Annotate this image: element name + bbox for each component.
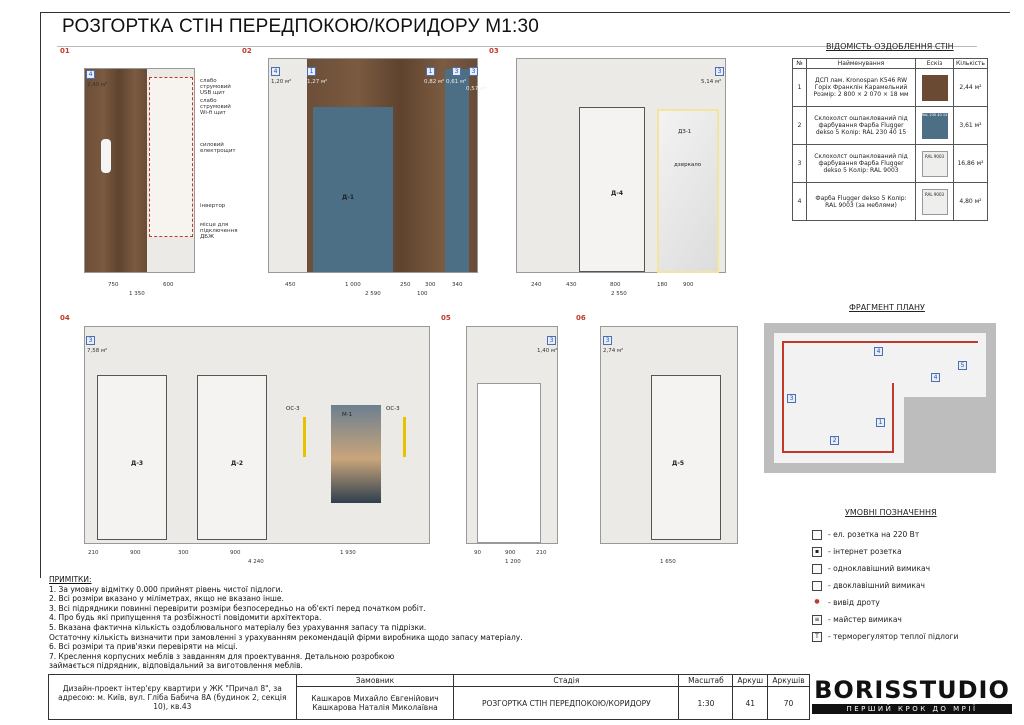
dim-1650: 1 650 (660, 559, 676, 565)
note-item: 1. За умовну відмітку 0.000 прийнят рівень чистої підлоги. (49, 584, 283, 594)
section-04-number: 04 (60, 314, 70, 322)
legend-text: - інтернет розетка (828, 547, 902, 556)
note-item: займається підрядник, відповідальний за виготовлення меблів. (49, 661, 303, 671)
stamp-h-customer: Замовник (296, 675, 454, 687)
plan-tag-1: 1 (876, 418, 885, 427)
section-06-number: 06 (576, 314, 586, 322)
table-row (793, 107, 988, 145)
legend-item (812, 526, 992, 543)
finish-tag: 3 (603, 336, 612, 345)
legend-text: - ел. розетка на 220 Вт (828, 530, 920, 539)
stamp-h-sheet: Аркуш (733, 675, 768, 687)
table-header (793, 59, 988, 69)
internet-socket-icon: ▪ (812, 547, 822, 557)
note-item: 2. Всі розміри вказано у міліметрах, якщо не вказано інше. (49, 594, 284, 604)
area-4: 0,61 м² (446, 79, 467, 85)
dim-210: 210 (536, 550, 547, 556)
door-d5-label: Д-5 (672, 460, 685, 467)
row-num: 3 (793, 145, 807, 183)
stamp-h-sheets: Аркушів (768, 675, 810, 687)
legend-item (812, 611, 992, 628)
area-label: 1,40 м² (537, 348, 558, 354)
row-num: 2 (793, 107, 807, 145)
dim-900b: 900 (230, 550, 241, 556)
col-qty: Кількість (953, 59, 987, 69)
row-num: 1 (793, 69, 807, 107)
wire-outlet-icon: ● (812, 598, 822, 608)
wood-panel (85, 69, 147, 272)
row-qty: 2,44 м² (953, 69, 987, 107)
dim-250: 250 (400, 282, 411, 288)
col-num: № (793, 59, 807, 69)
section-04-wall (84, 326, 430, 544)
frame-top (40, 12, 1010, 13)
finish-tag: 3 (547, 336, 556, 345)
section-05-number: 05 (441, 314, 451, 322)
finish-tag: 3 (86, 336, 95, 345)
stamp-stage: РОЗГОРТКА СТІН ПЕРЕДПОКОЮ/КОРИДОРУ (454, 687, 679, 720)
note-item: 3. Всі підрядники повинні перевірити розміри безпосередньо на об'єкті перед початком робіт. (49, 603, 426, 613)
opening (477, 383, 541, 543)
plan-fragment (764, 323, 996, 473)
dim-750: 750 (108, 282, 119, 288)
legend-item (812, 543, 992, 560)
row-swatch: RAL 230 40 15 (916, 107, 954, 145)
dim-240: 240 (531, 282, 542, 288)
finish-table-title: ВІДОМІСТЬ ОЗДОБЛЕННЯ СТІН (826, 42, 954, 51)
row-name: Склохолст ошпаклований під фарбування Фарба Flugger dekso 5 Колір: RAL 9003 (806, 145, 915, 183)
mark-mirror: дзеркало (674, 162, 702, 168)
section-06-wall (600, 326, 738, 544)
row-num: 4 (793, 183, 807, 221)
double-switch-icon (812, 581, 822, 591)
stamp-sheet: 41 (733, 687, 768, 720)
notes-block (49, 575, 589, 671)
note-item: Остаточну кількість визначити при замовленні з урахуванням рекомендацій фірми виробника щодо запасу матеріалу. (49, 632, 523, 642)
area-5: 0,57 м² (466, 86, 487, 92)
door-d2-label: Д-2 (231, 460, 244, 467)
brand-tagline: ПЕРШИЙ КРОК ДО МРІЇ (812, 704, 1012, 714)
finish-tag-1: 4 (271, 67, 280, 76)
page-title: РОЗГОРТКА СТІН ПЕРЕДПОКОЮ/КОРИДОРУ М1:30 (62, 16, 540, 37)
row-name: ДСП лам. Kronospan K546 RW Горіх Франклін Карамельний Розмір: 2 800 × 2 070 × 18 мм (806, 69, 915, 107)
plan-tag-3: 3 (787, 394, 796, 403)
coat-icon (101, 139, 111, 173)
section-01-wall (84, 68, 195, 273)
note-item: 7. Креслення корпусних меблів з завданням для проектування. Детальною розробкою (49, 651, 395, 661)
legend-text: - терморегулятор теплої підлоги (828, 632, 959, 641)
legend-item (812, 628, 992, 645)
area-label: 5,14 м² (701, 79, 722, 85)
cabinet-km (149, 77, 193, 237)
row-name: Фарба Flugger dekso 5 Колір: RAL 9003 (за меблями) (806, 183, 915, 221)
dim-340: 340 (452, 282, 463, 288)
area-3: 0,82 м² (424, 79, 445, 85)
legend-text: - вивід дроту (828, 598, 880, 607)
row-swatch: RAL 9003 (916, 145, 954, 183)
master-switch-icon: ≡ (812, 615, 822, 625)
stamp-scale: 1:30 (679, 687, 733, 720)
label-ups: місце для підключення ДБЖ (200, 222, 238, 240)
label-usb: слабо струмовий USB щит (200, 78, 231, 96)
section-02-number: 02 (242, 47, 252, 55)
dim-800: 800 (610, 282, 621, 288)
plan-route-top (782, 341, 978, 343)
table-row (793, 69, 988, 107)
area-label: 2,40 м² (87, 82, 108, 88)
mark-os3-right: ОС-3 (386, 406, 400, 412)
dim-900: 900 (505, 550, 516, 556)
door-d4-label: Д-4 (611, 190, 624, 197)
stamp-sheets: 70 (768, 687, 810, 720)
legend-item (812, 560, 992, 577)
plan-room-bottom (774, 397, 904, 463)
legend-item (812, 594, 992, 611)
dim-100: 100 (417, 291, 428, 297)
dim-2590: 2 590 (365, 291, 381, 297)
plan-tag-2: 2 (830, 436, 839, 445)
legend-item (812, 577, 992, 594)
legend-text: - двоклавішний вимикач (828, 581, 925, 590)
dim-600: 600 (163, 282, 174, 288)
area-1: 1,20 м² (271, 79, 292, 85)
section-05-wall (466, 326, 558, 544)
painting-m1 (331, 405, 381, 503)
area-2: 1,27 м² (307, 79, 328, 85)
plan-title: ФРАГМЕНТ ПЛАНУ (849, 303, 925, 312)
dim-180: 180 (657, 282, 668, 288)
frame-left (40, 12, 41, 578)
brand-name: BORISSTUDIO (814, 676, 1010, 704)
door-d2 (197, 375, 267, 540)
finish-tag-4: 3 (452, 67, 461, 76)
dim-300: 300 (425, 282, 436, 288)
row-qty: 16,86 м² (953, 145, 987, 183)
row-swatch (916, 69, 954, 107)
mark-os3-left: ОС-3 (286, 406, 300, 412)
door-d5 (651, 375, 721, 540)
dim-1350: 1 350 (129, 291, 145, 297)
area-label: 7,58 м² (87, 348, 108, 354)
door-d1-label: Д-1 (342, 194, 355, 201)
col-name: Найменування (806, 59, 915, 69)
finish-tag: 4 (86, 70, 95, 79)
stamp-project: Дизайн-проект інтер'єру квартири у ЖК "Причал 8", за адресою: м. Київ, вул. Гліба Бабича 8А (будинок 2, секція 10), кв.43 (49, 675, 297, 720)
notes-title: ПРИМІТКИ: (49, 575, 92, 584)
label-wifi: слабо струмовий Wi-fi щит (200, 98, 231, 116)
area-label: 2,74 м² (603, 348, 624, 354)
label-power: силовий електрощит (200, 142, 236, 154)
table-row (793, 145, 988, 183)
label-inverter: інвертор (200, 203, 226, 209)
dim-4240: 4 240 (248, 559, 264, 565)
plan-tag-4b: 4 (931, 373, 940, 382)
table-row (793, 183, 988, 221)
dim-1000: 1 000 (345, 282, 361, 288)
finish-tag-3: 1 (426, 67, 435, 76)
dim-210: 210 (88, 550, 99, 556)
dim-900a: 900 (130, 550, 141, 556)
note-item: 4. Про будь які припущення та розбіжності повідомити архітектора. (49, 613, 322, 623)
door-d1-blue (313, 107, 393, 272)
plan-tag-4: 4 (874, 347, 883, 356)
section-01-number: 01 (60, 47, 70, 55)
plan-route-left (782, 341, 784, 453)
finish-tag-2: 1 (307, 67, 316, 76)
door-d3 (97, 375, 167, 540)
stamp-customer: Кашкаров Михайло Євгенійович Кашкарова Наталія Миколаївна (296, 687, 454, 720)
stamp-h-scale: Масштаб (679, 675, 733, 687)
thermostat-icon: T (812, 632, 822, 642)
plan-route-right (892, 383, 894, 453)
row-name: Склохолст ошпаклований під фарбування Фарба Flugger dekso 5 Колір: RAL 230 40 15 (806, 107, 915, 145)
dim-90: 90 (474, 550, 481, 556)
row-qty: 4,80 м² (953, 183, 987, 221)
col-sketch: Ескіз (916, 59, 954, 69)
light-os3-left (303, 417, 306, 457)
outlet-icon (812, 530, 822, 540)
dim-450: 450 (285, 282, 296, 288)
row-swatch: RAL 9003 (916, 183, 954, 221)
door-d3-label: Д-3 (131, 460, 144, 467)
stamp-h-stage: Стадія (454, 675, 679, 687)
single-switch-icon (812, 564, 822, 574)
legend-text: - одноклавішний вимикач (828, 564, 931, 573)
dim-1200: 1 200 (505, 559, 521, 565)
row-qty: 3,61 м² (953, 107, 987, 145)
dim-900: 900 (683, 282, 694, 288)
brand-logo (812, 676, 1012, 714)
legend-text: - майстер вимикач (828, 615, 902, 624)
finish-tag-5: 3 (469, 67, 478, 76)
dim-300: 300 (178, 550, 189, 556)
legend (812, 526, 992, 645)
plan-route-bottom (782, 451, 894, 453)
mark-m1: М-1 (342, 412, 353, 418)
finish-tag: 3 (715, 67, 724, 76)
mark-dz1: ДЗ-1 (678, 129, 692, 135)
plan-tag-5: 5 (958, 361, 967, 370)
light-os3-right (403, 417, 406, 457)
section-03-number: 03 (489, 47, 499, 55)
blue-panel (445, 69, 469, 272)
legend-title: УМОВНІ ПОЗНАЧЕННЯ (845, 508, 937, 517)
title-block (48, 674, 810, 720)
note-item: 5. Вказана фактична кількість оздоблювального матеріалу без урахування запасу та підрізки. (49, 622, 427, 632)
finish-table (792, 58, 988, 221)
section-02-wall (268, 58, 478, 273)
dim-430: 430 (566, 282, 577, 288)
dim-2550: 2 550 (611, 291, 627, 297)
note-item: 6. Всі розміри та прив'язки перевіряти на місці. (49, 642, 238, 652)
dim-1930: 1 930 (340, 550, 356, 556)
